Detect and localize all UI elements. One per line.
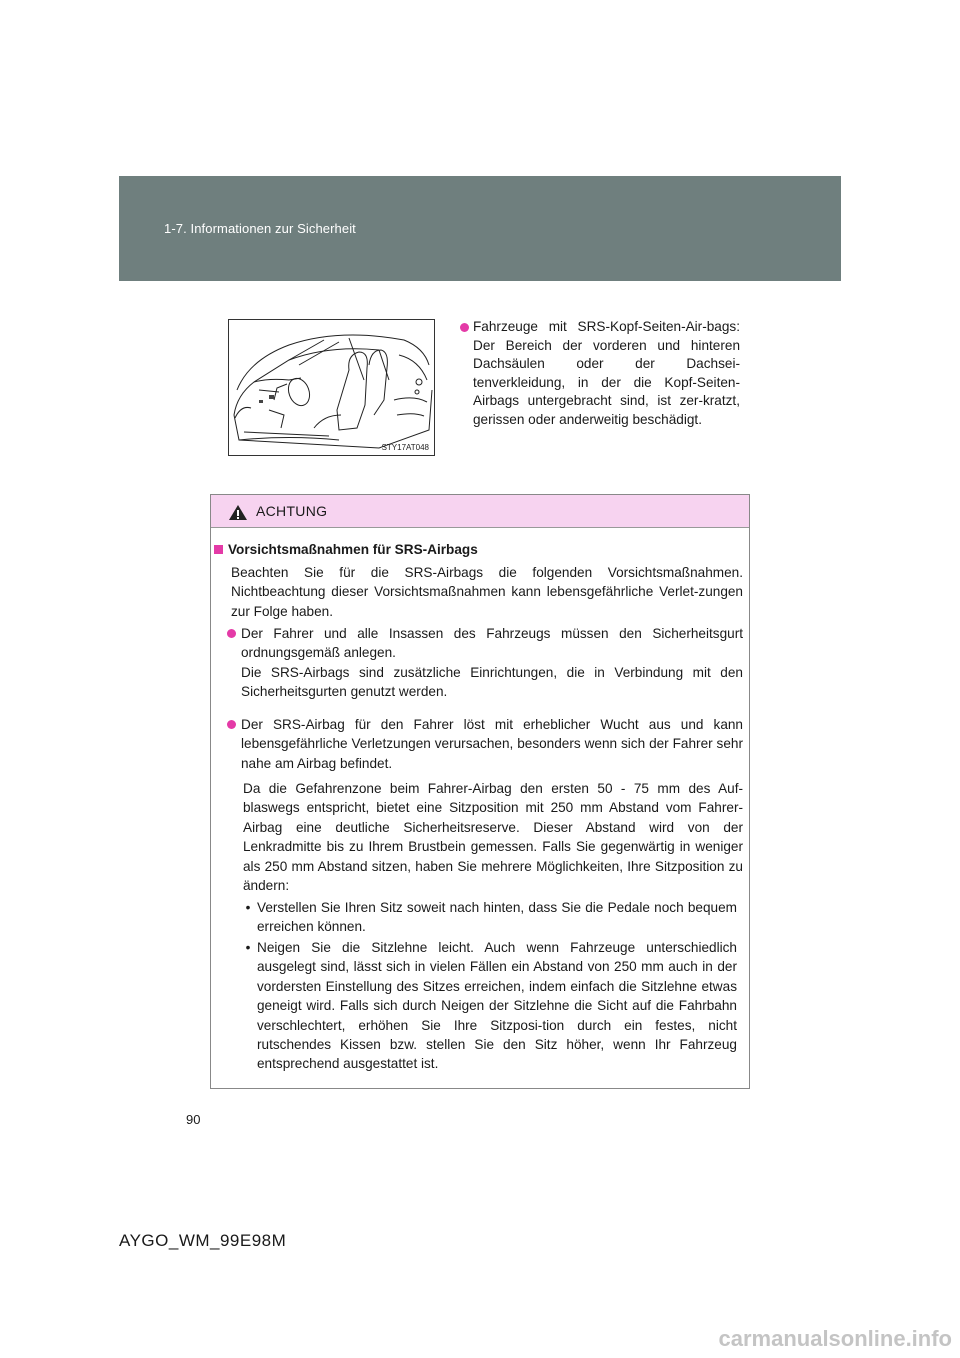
list-marker: •: [245, 940, 251, 955]
warning-bullet-2: [227, 715, 743, 773]
bullet-dot-icon: [460, 323, 469, 332]
top-note-text: Fahrzeuge mit SRS-Kopf-Seiten-Air-bags: Der Bereich der vorderen und hinteren Dachsäulen oder der Dachsei-tenverkleidung, in der die Kopf-Seiten-Airbags untergebracht sind, ist zer-kratzt, gerissen oder anderweitig beschädigt.: [473, 319, 740, 427]
warning-bullet-1: [227, 624, 743, 702]
car-interior-illustration: [229, 320, 434, 455]
figure-label: STY17AT048: [381, 443, 429, 452]
top-note-bullet: [460, 318, 740, 430]
warning-box: [210, 494, 750, 1089]
page-number: 90: [186, 1112, 201, 1127]
document-code: AYGO_WM_99E98M: [119, 1231, 287, 1250]
warning-header: [211, 495, 749, 528]
option-item-1: [241, 898, 737, 937]
bullet-1-text: Der Fahrer und alle Insassen des Fahrzeugs müssen den Sicherheitsgurt ordnungsgemäß anlegen.: [241, 626, 743, 661]
option-item-2: [241, 938, 737, 1074]
section-title: 1-7. Informationen zur Sicherheit: [164, 221, 356, 236]
list-marker: •: [245, 900, 251, 915]
warning-intro: Beachten Sie für die SRS-Airbags die folgenden Vorsichtsmaßnahmen. Nichtbeachtung dieser Vorsichtsmaßnahmen kann lebensgefährliche Verlet-zungen zur Folge haben.: [231, 565, 743, 619]
warning-subheading-text: Vorsichtsmaßnahmen für SRS-Airbags: [228, 542, 478, 557]
warning-title: ACHTUNG: [256, 503, 328, 519]
option-2-text: Neigen Sie die Sitzlehne leicht. Auch wenn Fahrzeuge unterschiedlich ausgelegt sind, lässt sich in vielen Fällen ein Abstand von 250 mm auch in der vordersten Einstellung des Sitzes erreichen, indem einfach die Sitzlehne etwas geneigt wird. Falls sich durch Neigen der Sitzlehne die Sicht auf die Fahrbahn verschlechtert, erhöhen Sie Ihre Sitzposi-tion durch ein festes, nicht rutschendes Kissen bzw. stellen Sie den Sitz höher, wenn Ihr Fahrzeug entsprechend ausgestattet ist.: [257, 940, 737, 1072]
warning-subheading: [214, 540, 478, 559]
car-interior-figure: [228, 319, 435, 456]
bullet-2-detail: Da die Gefahrenzone beim Fahrer-Airbag den ersten 50 - 75 mm des Auf-blaswegs entspricht, bietet eine Sitzposition mit 250 mm Abstand vom Fahrer-Airbag eine deutliche Sicherheitsreserve. Dieser Abstand wird von der Lenkradmitte bis zu Ihrem Brustbein gemessen. Falls Sie gegenwärtig in weniger als 250 mm Abstand sitzen, haben Sie mehrere Möglichkeiten, Ihre Sitzposition zu ändern:: [243, 781, 743, 894]
watermark: carmanualsonline.info: [718, 1326, 952, 1351]
top-note: [460, 318, 740, 430]
option-1-text: Verstellen Sie Ihren Sitz soweit nach hinten, dass Sie die Pedale noch bequem erreichen können.: [257, 900, 737, 935]
warning-triangle-icon: [228, 504, 248, 521]
bullet-dot-icon: [227, 720, 236, 729]
bullet-dot-icon: [227, 629, 236, 638]
bullet-1-extra: Die SRS-Airbags sind zusätzliche Einrichtungen, die in Verbindung mit den Sicherheitsgurten genutzt werden.: [241, 664, 743, 700]
warning-body: [211, 528, 749, 1088]
square-bullet-icon: [214, 545, 223, 554]
bullet-2-text: Der SRS-Airbag für den Fahrer löst mit erheblicher Wucht aus und kann lebensgefährliche Verletzungen verursachen, besonders wenn sich der Fahrer sehr nahe am Airbag befindet.: [241, 717, 743, 771]
